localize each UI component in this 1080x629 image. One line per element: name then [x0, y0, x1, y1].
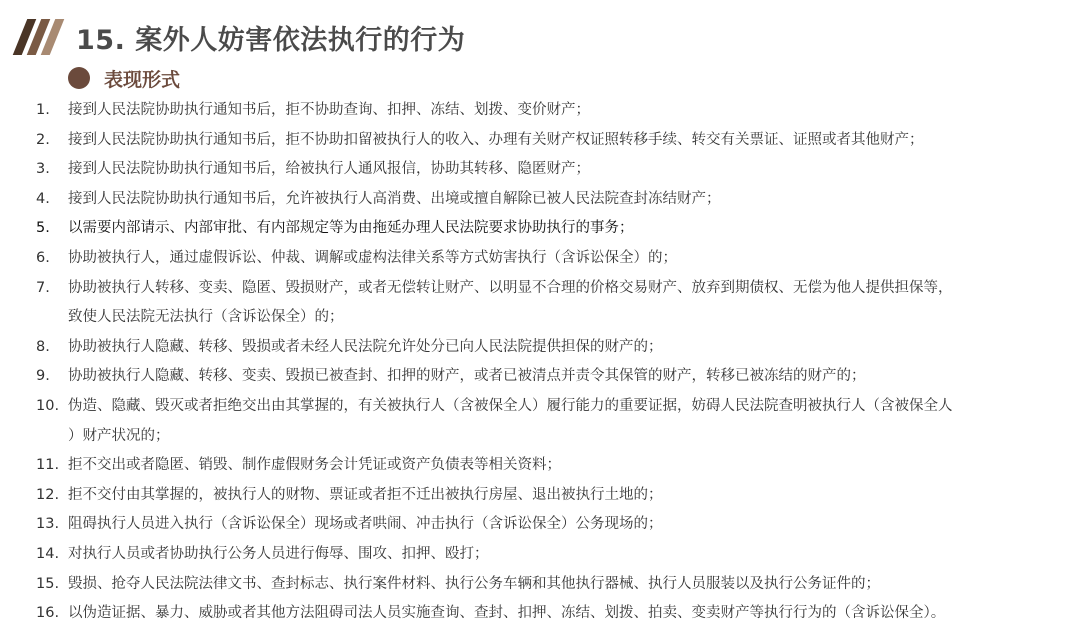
item-number: 7.: [36, 279, 50, 296]
list-item: [0, 570, 1080, 600]
item-number: 3.: [36, 161, 50, 178]
item-number: 12.: [36, 486, 60, 503]
item-text: 接到人民法院协助执行通知书后，给被执行人通风报信，协助其转移、隐匿财产；: [68, 161, 590, 178]
item-text: 毁损、抢夺人民法院法律文书、查封标志、执行案件材料、执行公务车辆和其他执行器械、执行人员服装以及执行公务证件的；: [68, 575, 880, 592]
list-item: [0, 540, 1080, 570]
list-item: [0, 392, 1080, 451]
section-title: 表现形式: [104, 68, 181, 91]
list-item: [0, 599, 1080, 629]
item-text: 接到人民法院协助执行通知书后，拒不协助查询、扣押、冻结、划拨、变价财产；: [68, 102, 590, 118]
item-number: 15.: [36, 575, 60, 592]
item-text: 阻碍执行人员进入执行（含诉讼保全）现场或者哄闹、冲击执行（含诉讼保全）公务现场的；: [68, 516, 663, 533]
item-number: 10.: [36, 397, 60, 414]
item-number: 9.: [36, 368, 50, 385]
item-number: 11.: [36, 457, 60, 474]
circle-bullet-icon: [68, 67, 90, 89]
item-number: 13.: [36, 516, 60, 533]
list-item: [0, 333, 1080, 363]
page-title: 15. 案外人妨害依法执行的行为: [76, 24, 466, 56]
list-item: [0, 274, 1080, 333]
list-item: [0, 155, 1080, 185]
list-item: [0, 185, 1080, 215]
list-item: [0, 481, 1080, 511]
item-number: 4.: [36, 190, 50, 207]
item-text-continuation: 致使人民法院无法执行（含诉讼保全）的；: [68, 309, 344, 326]
item-text: 接到人民法院协助执行通知书后，拒不协助扣留被执行人的收入、办理有关财产权证照转移手续、转交有关票证、证照或者其他财产；: [68, 131, 924, 148]
list-item: [0, 96, 1080, 126]
slide-header: [20, 14, 465, 60]
item-number: 6.: [36, 249, 50, 266]
item-text: 伪造、隐藏、毁灭或者拒绝交出由其掌握的，有关被执行人（含被保全人）履行能力的重要证据，妨碍人民法院查明被执行人（含被保全人: [68, 397, 953, 414]
item-number: 1.: [36, 102, 50, 118]
item-text: 接到人民法院协助执行通知书后，允许被执行人高消费、出境或擅自解除已被人民法院查封冻结财产；: [68, 190, 721, 207]
item-text: 以需要内部请示、内部审批、有内部规定等为由拖延办理人民法院要求协助执行的事务；: [68, 220, 634, 237]
item-text: 协助被执行人，通过虚假诉讼、仲裁、调解或虚构法律关系等方式妨害执行（含诉讼保全）的；: [68, 249, 677, 266]
item-text: 协助被执行人转移、变卖、隐匿、毁损财产，或者无偿转让财产、以明显不合理的价格交易财产、放弃到期债权、无偿为他人提供担保等，: [68, 279, 953, 296]
list-item: [0, 244, 1080, 274]
item-number: 8.: [36, 338, 50, 355]
item-number: 2.: [36, 131, 50, 148]
behavior-list: [0, 96, 1080, 629]
item-text: 协助被执行人隐藏、转移、毁损或者未经人民法院允许处分已向人民法院提供担保的财产的；: [68, 338, 663, 355]
item-text: 协助被执行人隐藏、转移、变卖、毁损已被查封、扣押的财产，或者已被清点并责令其保管的财产，转移已被冻结的财产的；: [68, 368, 866, 385]
item-number: 14.: [36, 545, 60, 562]
item-text-continuation: ）财产状况的；: [68, 427, 170, 444]
item-text: 拒不交出或者隐匿、销毁、制作虚假财务会计凭证或资产负债表等相关资料；: [68, 457, 561, 474]
item-number: 5.: [36, 220, 50, 237]
item-text: 对执行人员或者协助执行公务人员进行侮辱、围攻、扣押、殴打；: [68, 545, 489, 562]
list-item: [0, 362, 1080, 392]
item-number: 16.: [36, 605, 60, 622]
slash-decoration-icon: [20, 14, 62, 60]
list-item: [0, 126, 1080, 156]
list-item: [0, 451, 1080, 481]
list-item: [0, 510, 1080, 540]
item-text: 以伪造证据、暴力、威胁或者其他方法阻碍司法人员实施查询、查封、扣押、冻结、划拨、拍卖、变卖财产等执行行为的（含诉讼保全）。: [68, 605, 946, 622]
item-text: 拒不交付由其掌握的，被执行人的财物、票证或者拒不迁出被执行房屋、退出被执行土地的；: [68, 486, 663, 503]
list-item: [0, 214, 1080, 244]
section-header: [68, 66, 180, 90]
